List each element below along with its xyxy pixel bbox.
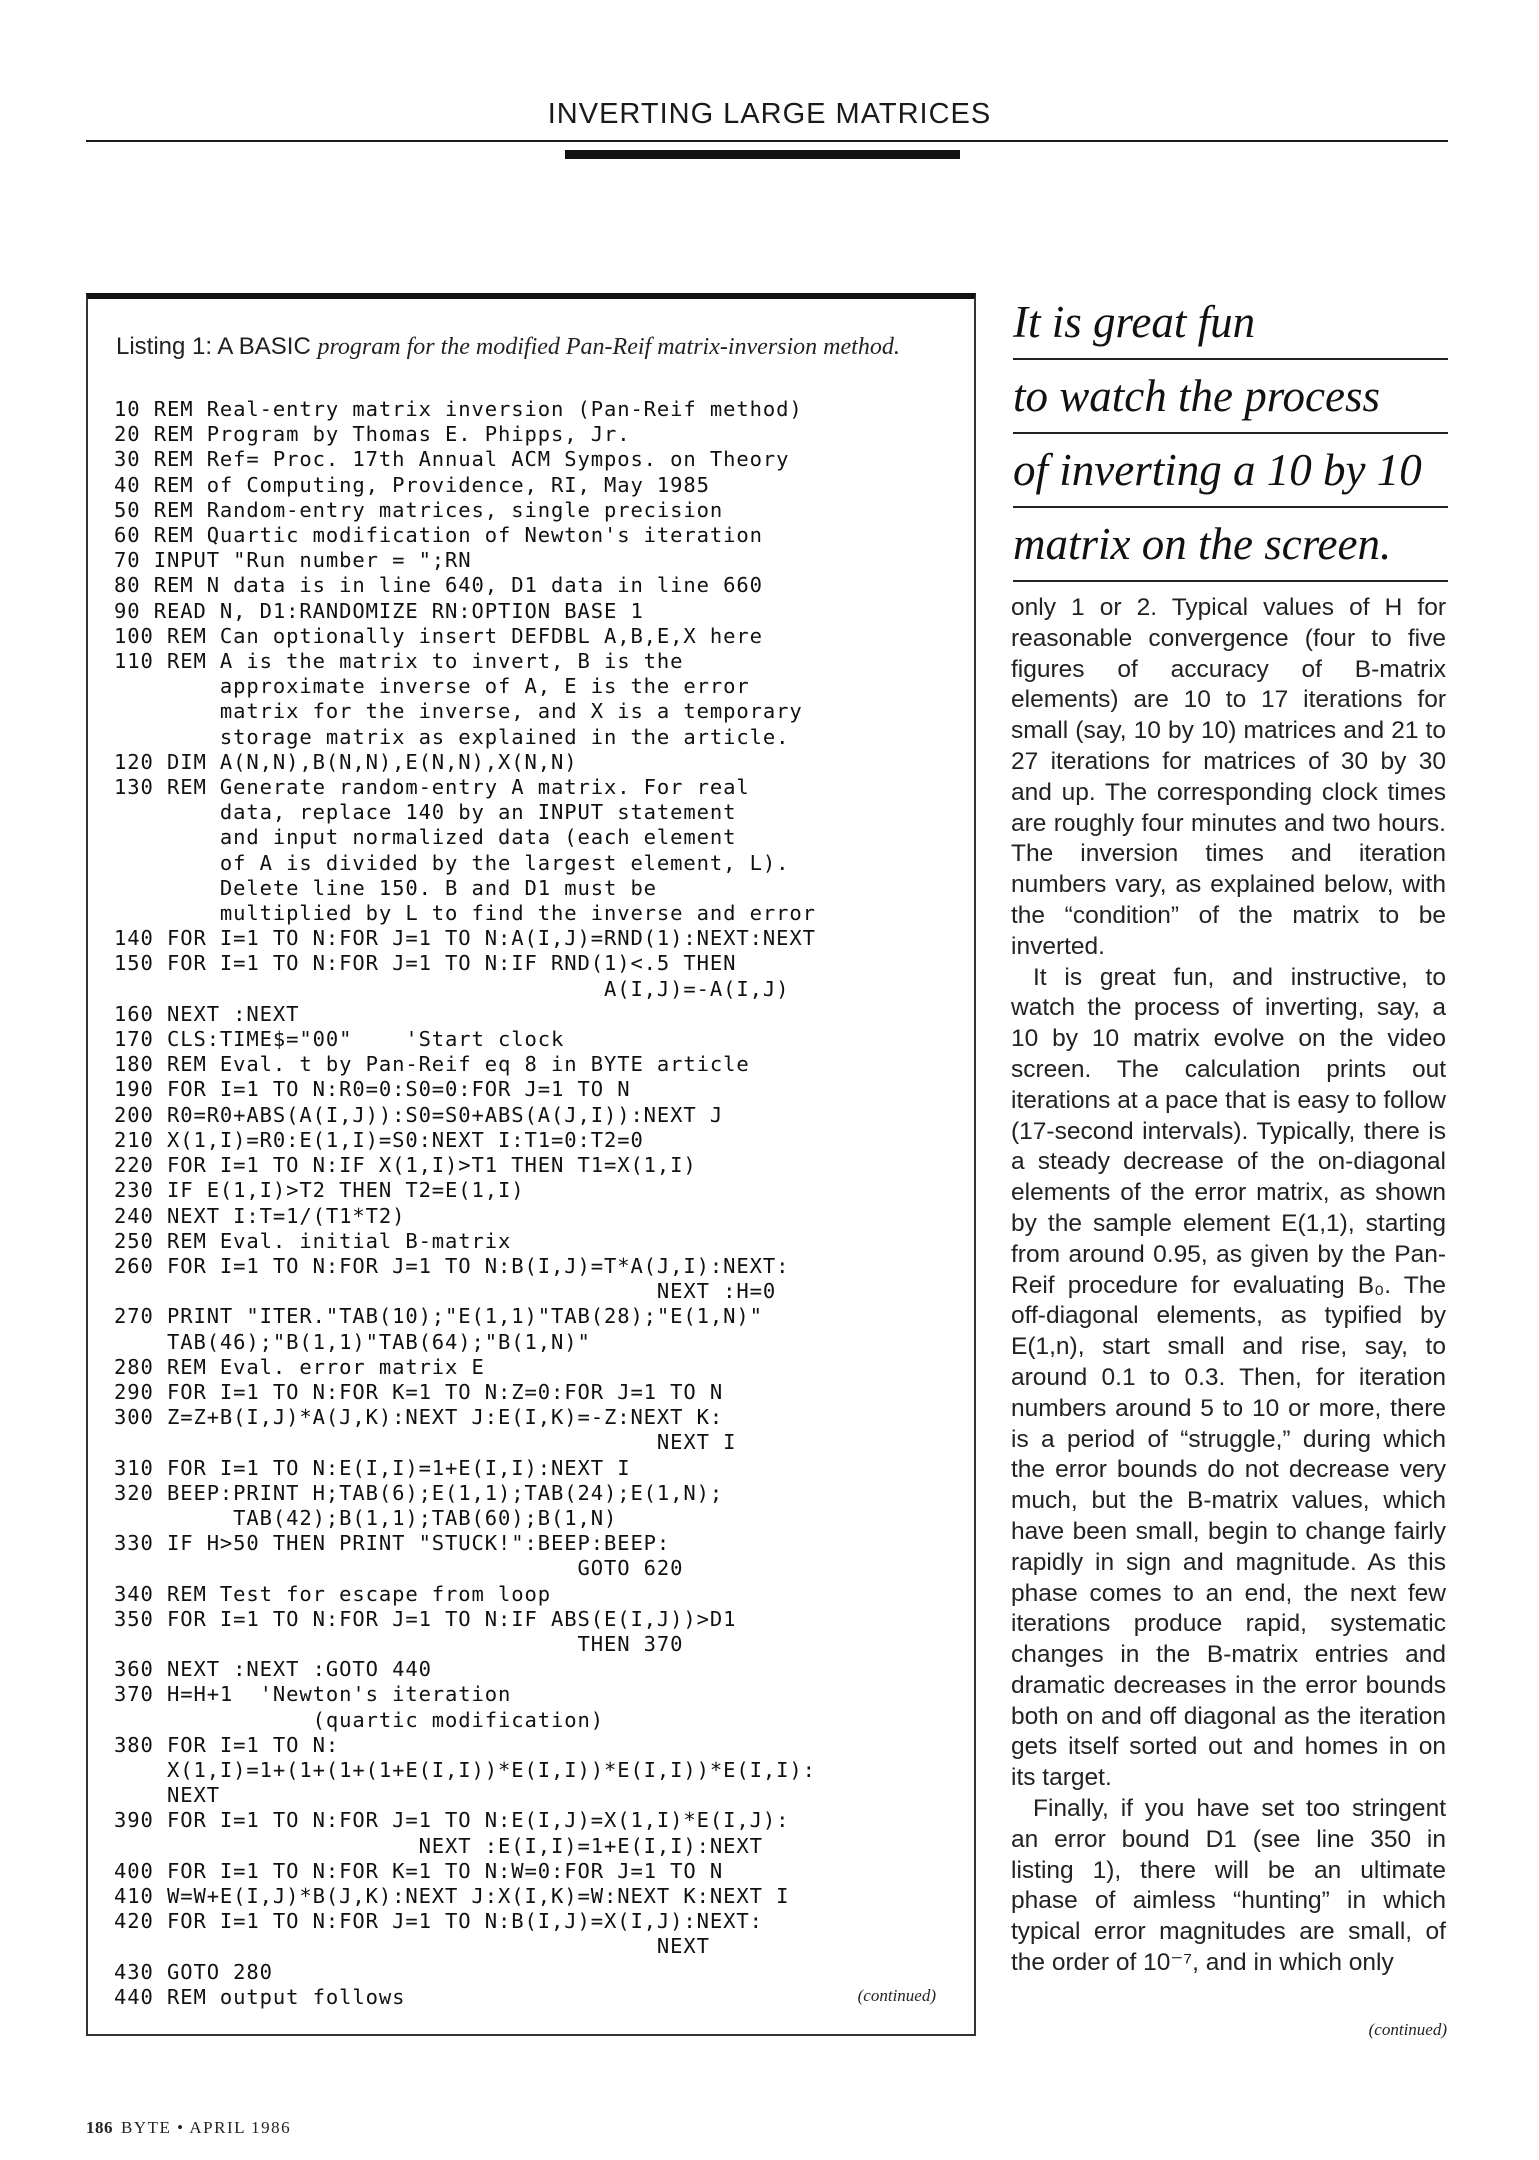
article-continued-note: (continued)	[1368, 2020, 1447, 2039]
listing-continued-note: (continued)	[857, 1986, 936, 2005]
article-body	[1011, 593, 1446, 1979]
pull-quote	[1013, 286, 1448, 582]
listing-caption-description: program for the modified Pan-Reif matrix-inversion method.	[317, 334, 900, 360]
listing-box	[86, 293, 976, 2036]
listing-caption	[116, 333, 900, 361]
header-bar	[565, 150, 960, 159]
article-paragraph: only 1 or 2. Typical values of H for reasonable convergence (four to five figures of accuracy of B-matrix elements) are 10 to 17 iterations for small (say, 10 by 10) matrices and 21 to 27 iterations for matrices of 30 by 30 and up. The corresponding clock times are roughly four minutes and two hours. The inversion times and iteration numbers vary, as explained below, with the “condition” of the matrix to be inverted.	[1011, 594, 1446, 960]
article-paragraph: Finally, if you have set too stringent an error bound D1 (see line 350 in listing 1), there will be an ultimate phase of aimless “hunting” in which typical error magnitudes are small, of the order of 10⁻⁷, and in which only	[1011, 1795, 1446, 1977]
listing-caption-label: Listing 1: A BASIC	[116, 333, 318, 360]
article-paragraph: It is great fun, and instructive, to watch the process of inverting, say, a 10 by 10 matrix evolve on the video screen. The calculation prints out iterations at a pace that is easy to follow (17-second intervals). Typically, there is a steady decrease of the on-diagonal elements of the error matrix, as shown by the sample element E(1,1), starting from around 0.95, as given by the Pan-Reif procedure for evaluating B₀. The off-diagonal elements, as typified by E(1,n), start small and rise, say, to around 0.1 to 0.3. Then, for iteration numbers around 5 to 10 or more, there is a period of “struggle,” during which the error bounds do not decrease very much, but the B-matrix values, which have been small, begin to change fairly rapidly in sign and magnitude. As this phase comes to an end, the next few iterations produce rapid, systematic changes in the B-matrix entries and dramatic decreases in the error bounds both on and off diagonal as the iteration gets itself sorted out and homes in on its target.	[1011, 963, 1446, 1792]
publication-line: BYTE • APRIL 1986	[121, 2118, 292, 2137]
basic-code-listing: 10 REM Real-entry matrix inversion (Pan-Reif method) 20 REM Program by Thomas E. Phipps, Jr. 30 REM Ref= Proc. 17th Annual ACM Sympos. on Theory 40 REM of Computing, Providence, RI, May 1985 50 REM Random-entry matrices, single precision 60 REM Quartic modification of Newton's iteration 70 INPUT "Run number = ";RN 80 REM N data is in line 640, D1 data in line 660 90 READ N, D1:RANDOMIZE RN:OPTION BASE 1 100 REM Can optionally insert DEFDBL A,B,E,X here 110 REM A is the matrix to invert, B is the approximate inverse of A, E is the error matrix for the inverse, and X is a temporary storage matrix as explained in the article. 120 DIM A(N,N),B(N,N),E(N,N),X(N,N) 130 REM Generate random-entry A matrix. For real data, replace 140 by an INPUT statement and input normalized data (each element of A is divided by the largest element, L). Delete line 150. B and D1 must be multiplied by L to find the inverse and error 140 FOR I=1 TO N:FOR J=1 TO N:A(I,J)=RND(1):NEXT:NEXT 150 FOR I=1 TO N:FOR J=1 TO N:IF RND(1)<.5 THEN A(I,J)=-A(I,J) 160 NEXT :NEXT 170 CLS:TIME$="00" 'Start clock 180 REM Eval. t by Pan-Reif eq 8 in BYTE article 190 FOR I=1 TO N:R0=0:S0=0:FOR J=1 TO N 200 R0=R0+ABS(A(I,J)):S0=S0+ABS(A(J,I)):NEXT J 210 X(1,I)=R0:E(1,I)=S0:NEXT I:T1=0:T2=0 220 FOR I=1 TO N:IF X(1,I)>T1 THEN T1=X(1,I) 230 IF E(1,I)>T2 THEN T2=E(1,I) 240 NEXT I:T=1/(T1*T2) 250 REM Eval. initial B-matrix 260 FOR I=1 TO N:FOR J=1 TO N:B(I,J)=T*A(J,I):NEXT: NEXT :H=0 270 PRINT "ITER."TAB(10);"E(1,1)"TAB(28);"E(1,N)" TAB(46);"B(1,1)"TAB(64);"B(1,N)" 280 REM Eval. error matrix E 290 FOR I=1 TO N:FOR K=1 TO N:Z=0:FOR J=1 TO N 300 Z=Z+B(I,J)*A(J,K):NEXT J:E(I,K)=-Z:NEXT K: NEXT I 310 FOR I=1 TO N:E(I,I)=1+E(I,I):NEXT I 320 BEEP:PRINT H;TAB(6);E(1,1);TAB(24);E(1,N); TAB(42);B(1,1);TAB(60);B(1,N) 330 IF H>50 THEN PRINT "STUCK!":BEEP:BEEP: GOTO 620 340 REM Test for escape from loop 350 FOR I=1 TO N:FOR J=1 TO N:IF ABS(E(I,J))>D1 THEN 370 360 NEXT :NEXT :GOTO 440 370 H=H+1 'Newton's iteration (quartic modification) 380 FOR I=1 TO N: X(1,I)=1+(1+(1+(1+E(I,I))*E(I,I))*E(I,I))*E(I,I): NEXT 390 FOR I=1 TO N:FOR J=1 TO N:E(I,J)=X(1,I)*E(I,J): NEXT :E(I,I)=1+E(I,I):NEXT 400 FOR I=1 TO N:FOR K=1 TO N:W=0:FOR J=1 TO N 410 W=W+E(I,J)*B(J,K):NEXT J:X(I,K)=W:NEXT K:NEXT I 420 FOR I=1 TO N:FOR J=1 TO N:B(I,J)=X(I,J):NEXT: NEXT 430 GOTO 280 440 REM output follows	[114, 397, 816, 2009]
page-number: 186	[86, 2118, 113, 2137]
pull-quote-line: of inverting a 10 by 10	[1013, 434, 1448, 508]
page-footer	[86, 2118, 291, 2138]
pull-quote-line: to watch the process	[1013, 360, 1448, 434]
running-header: INVERTING LARGE MATRICES	[547, 98, 992, 130]
pull-quote-line: matrix on the screen.	[1013, 508, 1448, 582]
header-rule	[86, 140, 1448, 142]
pull-quote-line: It is great fun	[1013, 286, 1448, 360]
